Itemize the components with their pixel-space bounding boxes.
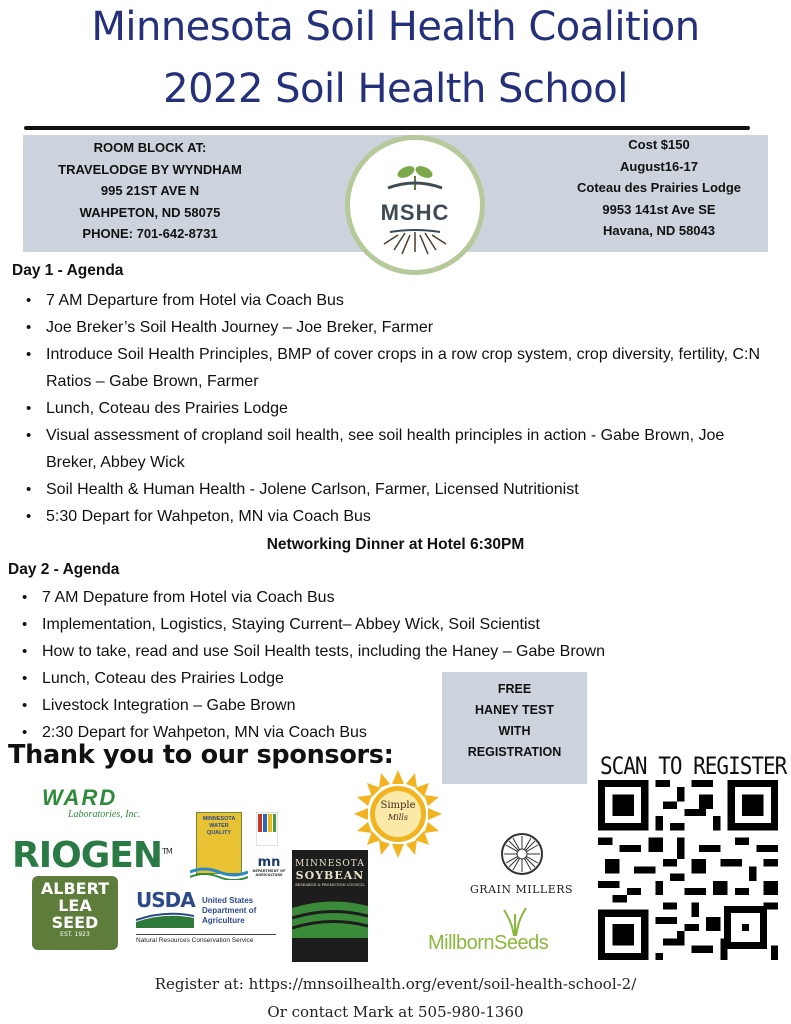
usda-field-icon [136,912,194,928]
mwq-line: QUALITY [206,830,232,836]
register-url-link[interactable]: https://mnsoilhealth.org/event/soil-health-school-2/ [248,975,637,993]
free-box-line: REGISTRATION [467,745,562,759]
usda-nrcs-logo [136,888,276,950]
register-label: Register at: [154,975,244,993]
list-item: • How to take, read and use Soil Health tests, including the Haney – Gabe Brown [42,638,732,665]
room-block [30,137,270,245]
event-info-line: Coteau des Prairies Lodge [577,180,741,195]
albert-lea-line: SEED [51,913,99,932]
list-item: • Introduce Soil Health Principles, BMP of cover crops in a row crop system, crop diversity, fertility, C:N Ratios – Gabe Brown, Farmer [46,341,766,395]
minnesota-soybean-logo [292,850,368,962]
usda-name-line: Agriculture [202,916,245,925]
day1-label: Day 1 [12,262,54,279]
room-block-line: ROOM BLOCK AT: [93,140,207,155]
mwq-line: MINNESOTA [202,816,236,822]
day1-agenda-label: - Agenda [53,262,124,279]
ward-text: WARD [42,785,118,810]
mwq-line: WATER [209,823,229,829]
title-divider [24,126,750,130]
riogen-logo [12,832,172,876]
water-wave-icon [190,866,248,880]
title-line-2: 2022 Soil Health School [163,66,628,112]
mda-line: AGRICULTURE [255,873,283,877]
albert-lea-line: LEA [58,896,92,915]
mshc-logo [345,135,485,275]
networking-dinner: Networking Dinner at Hotel 6:30PM [266,536,525,553]
simple-mills-text [370,800,426,824]
free-haney-test-box [442,672,587,784]
room-block-line: WAHPETON, ND 58075 [79,204,221,220]
list-item: • Soil Health & Human Health - Jolene Carlson, Farmer, Licensed Nutritionist [46,476,766,503]
list-item: • 5:30 Depart for Wahpeton, MN via Coach Bus [46,503,766,530]
grain-millers-text: GRAIN MILLERS [470,883,574,896]
free-box-line: FREE [497,682,532,696]
room-block-line: 995 21ST AVE N [100,183,200,198]
albert-lea-line: ALBERT [40,879,110,898]
nrcs-text: Natural Resources Conservation Service [136,934,276,944]
list-item: • Joe Breker’s Soil Health Journey – Joe Breker, Farmer [46,314,766,341]
riogen-text: RIOGEN [12,835,162,876]
day1-heading [12,262,123,280]
event-info [548,134,770,242]
register-line [0,975,791,993]
list-item: • 7 AM Departure from Hotel via Coach Bus [46,287,766,314]
event-info-line: August16-17 [619,158,699,174]
trademark-text: TM [162,847,172,856]
day2-label: Day 2 [8,561,50,578]
sponsors-heading: Thank you to our sponsors: [8,740,394,770]
soybean-sub: RESEARCH & PROMOTION COUNCIL [295,883,365,887]
grain-millers-wheel-icon [498,830,546,878]
free-box-line: WITH [498,724,531,738]
soybean-line: SOYBEAN [295,869,365,882]
logo-text: MSHC [380,200,450,225]
event-info-line: 9953 141st Ave SE [602,201,716,217]
event-info-line: Havana, ND 58043 [602,223,715,238]
usda-name-line: United States [202,896,254,905]
albert-lea-est: EST. 1923 [60,931,90,938]
simple-mills-line: Simple [380,800,416,811]
day2-agenda-label: - Agenda [49,561,120,578]
scan-to-register-label: SCAN TO REGISTER [600,752,787,780]
usda-name-line: Department of [202,906,257,915]
free-box-line: HANEY TEST [475,703,554,717]
list-item: • Lunch, Coteau des Prairies Lodge [46,395,766,422]
mn-department-agriculture-logo [252,856,286,877]
albert-lea-seed-logo [32,876,118,950]
usda-text: USDA [136,888,195,912]
title-line-1: Minnesota Soil Health Coalition [91,4,700,50]
list-item: • 2:30 Depart for Wahpeton, MN via Coach Bus [42,719,732,746]
contact-line: Or contact Mark at 505-980-1360 [267,1003,524,1021]
room-block-line: TRAVELODGE BY WYNDHAM [58,161,242,177]
list-item: • Livestock Integration – Gabe Brown [42,692,732,719]
list-item: • 7 AM Depature from Hotel via Coach Bus [42,584,732,611]
list-item: • Lunch, Coteau des Prairies Lodge [42,665,732,692]
simple-mills-line: Mills [388,813,408,822]
minnesota-water-quality-logo [196,812,242,874]
list-item: • Implementation, Logistics, Staying Current– Abbey Wick, Soil Scientist [42,611,732,638]
clean-water-legacy-icon [256,812,278,846]
soybean-line: MINNESOTA [295,859,365,869]
ward-sub-text: Laboratories, Inc. [68,809,141,820]
millborn-seeds-text: MillbornSeeds [428,932,549,954]
day1-agenda-list [46,287,766,530]
mda-line: DEPARTMENT OF [252,869,286,873]
qr-code[interactable] [598,780,778,960]
list-item: • Visual assessment of cropland soil health, see soil health principles in action - Gabe Brown, Joe Breker, Abbey Wick [46,422,766,476]
day2-agenda-list [42,584,732,746]
room-block-line: PHONE: 701-642-8731 [82,226,218,241]
soybean-field-icon [292,888,368,938]
event-info-line: Cost $150 [628,137,690,152]
ward-laboratories-logo [42,787,162,823]
usda-name [202,896,256,926]
mn-text: mn [257,855,281,870]
day2-heading [8,561,119,579]
